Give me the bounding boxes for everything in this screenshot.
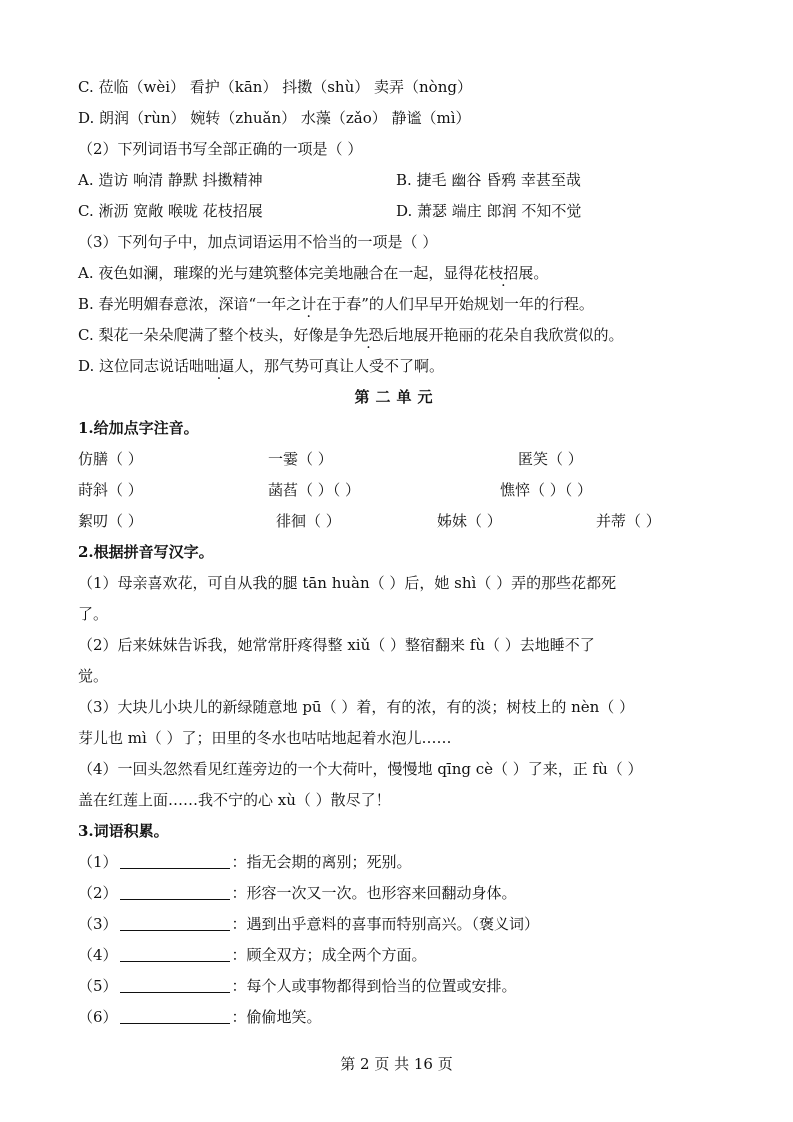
pinyin-item: 菡萏（ ）（ ）	[268, 481, 361, 499]
s2-line: （2）后来妹妹告诉我，她常常肝疼得整 xiǔ（ ）整宿翻来 fù（ ）去地睡不了	[78, 636, 595, 654]
pinyin-item: 莳斜（ ）	[78, 481, 143, 499]
answer-blank[interactable]	[120, 915, 230, 931]
pinyin-item: 并蒂（ ）	[596, 512, 661, 530]
vocab-item: （6） ：偷偷地笑。	[78, 1008, 322, 1026]
s2-line: （3）大块儿小块儿的新绿随意地 pū（ ）着，有的浓，有的淡；树枝上的 nèn（ ）	[78, 698, 635, 716]
q3-option-d: D. 这位同志说话咄咄逼人，那气势可真让人受不了啊。	[78, 357, 445, 375]
pinyin-item: 姊妹（ ）	[437, 512, 502, 530]
unit-title: 第二单元	[354, 388, 439, 406]
s2-line: 盖在红莲上面……我不宁的心 xù（ ）散尽了！	[78, 791, 391, 809]
dotted-phrase: 咄咄逼人	[189, 357, 250, 375]
q3-option-b: B. 春光明媚春意浓，深谙“一年之计在于春 ·”的人们早早开始规划一年的行程。	[78, 294, 594, 314]
q3-option-c: C. 梨花一朵朵爬满了整个枝头，好像是争先恐后地展开艳丽的花朵自我欣赏似的。	[78, 326, 624, 344]
pinyin-item: 絮叨（ ）	[78, 512, 143, 530]
pinyin-item: 徘徊（ ）	[276, 512, 341, 530]
q2-option-d: D. 萧瑟 端庄 郎润 不知不觉	[396, 202, 582, 220]
s2-line: （1）母亲喜欢花，可自从我的腿 tān huàn（ ）后，她 shì（ ）弄的那些花都死	[78, 574, 617, 592]
vocab-item: （4） ：顾全双方；成全两个方面。	[78, 946, 427, 964]
s2-line: 觉。	[78, 667, 109, 685]
s2-line: （4）一回头忽然看见红莲旁边的一个大荷叶，慢慢地 qīng cè（ ）了来，正 fù（ ）	[78, 760, 643, 778]
q2-stem: （2）下列词语书写全部正确的一项是（ ）	[78, 140, 363, 158]
answer-blank[interactable]	[120, 977, 230, 993]
section-2-heading: 2.根据拼音写汉字。	[78, 543, 214, 561]
s2-line: 芽儿也 mì（ ）了；田里的冬水也咕咕地起着水泡儿……	[78, 729, 452, 747]
pinyin-item: 憔悴（ ）（ ）	[500, 481, 593, 499]
q1-option-d: D. 朗润（rùn） 婉转（zhuǎn） 水藻（zǎo） 静谧（mì）	[78, 109, 471, 127]
q2-option-a: A. 造访 响清 静默 抖擞精神	[78, 171, 263, 189]
vocab-item: （2） ：形容一次又一次。也形容来回翻动身体。	[78, 884, 517, 902]
pinyin-item: 一霎（ ）	[268, 450, 333, 468]
vocab-item: （3） ：遇到出乎意料的喜事而特别高兴。（褒义词）	[78, 915, 540, 933]
dotted-phrase: 一年之计在于春 ·	[256, 295, 361, 313]
answer-blank[interactable]	[120, 1008, 230, 1024]
q1-option-c: C. 莅临（wèi） 看护（kān） 抖擞（shù） 卖弄（nòng）	[78, 78, 472, 96]
answer-blank[interactable]	[120, 884, 230, 900]
q3-option-a: A. 夜色如澜，璀璨的光与建筑整体完美地融合在一起，显得花枝招展。	[78, 264, 549, 282]
answer-blank[interactable]	[120, 853, 230, 869]
page-footer: 第 2 页 共 16 页	[340, 1055, 453, 1073]
dotted-phrase: 争先恐后	[338, 326, 399, 344]
vocab-item: （5） ：每个人或事物都得到恰当的位置或安排。	[78, 977, 517, 995]
section-1-heading: 1.给加点字注音。	[78, 419, 199, 437]
s2-line: 了。	[78, 605, 109, 623]
section-3-heading: 3.词语积累。	[78, 822, 169, 840]
answer-blank[interactable]	[120, 946, 230, 962]
dotted-phrase: 花枝招展	[473, 264, 534, 282]
vocab-item: （1） ：指无会期的离别；死别。	[78, 853, 412, 871]
q2-option-b: B. 捷毛 幽谷 昏鸦 幸甚至哉	[396, 171, 581, 189]
q2-option-c: C. 淅沥 宽敞 喉咙 花枝招展	[78, 202, 263, 220]
pinyin-item: 仿膳（ ）	[78, 450, 143, 468]
pinyin-item: 匿笑（ ）	[518, 450, 583, 468]
q3-stem: （3）下列句子中，加点词语运用不恰当的一项是（ ）	[78, 233, 438, 251]
